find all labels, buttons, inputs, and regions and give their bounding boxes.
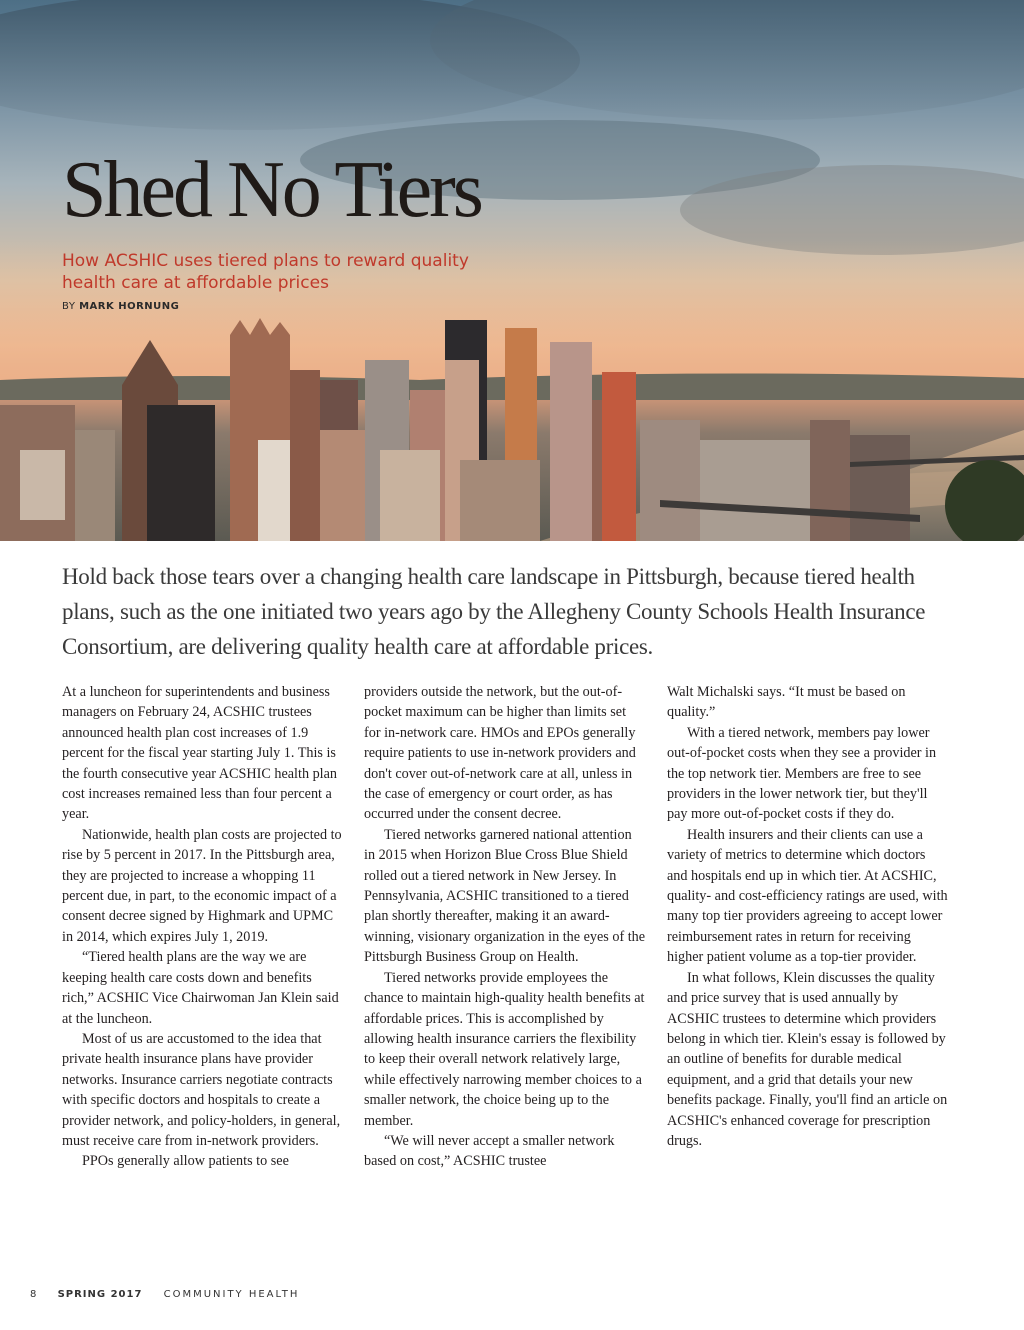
paragraph: “We will never accept a smaller network based on cost,” ACSHIC trustee: [364, 1132, 615, 1170]
paragraph: Tiered networks provide employees the chance to maintain high-quality health benefits at affordable prices. This is accomplished by allowing health insurance carriers the flexibility to keep their overall network relatively large, while effectively narrowing member choices to a smaller network, the choice being up to the member.: [364, 969, 645, 1129]
paragraph: In what follows, Klein discusses the quality and price survey that is used annually by ACSHIC trustees to determine which providers belong in which tier. Klein's essay is followed by an outline of benefits for durable medical equipment, and a grid that details your new benefits package. Finally, you'll find an article on ACSHIC's enhanced coverage for prescription drugs.: [667, 969, 948, 1149]
article-title: Shed No Tiers: [62, 146, 481, 234]
body-column-3: [667, 682, 949, 1151]
hero-photo: [0, 0, 1024, 541]
author-name: MARK HORNUNG: [79, 301, 180, 312]
byline: [62, 301, 179, 312]
page-number: 8: [30, 1289, 37, 1300]
body-column-1: [62, 682, 344, 1172]
paragraph: At a luncheon for superintendents and business managers on February 24, ACSHIC trustees announced health plan cost increases of 1.9 percent for the fiscal year starting July 1. This is the fourth consecutive year ACSHIC health plan cost increases remained less than four percent a year.: [62, 684, 338, 823]
page-footer: [30, 1289, 299, 1300]
issue-label: SPRING 2017: [57, 1289, 143, 1300]
paragraph: Health insurers and their clients can use a variety of metrics to determine which doctors and hospitals end up in which tier. At ACSHIC, quality- and cost-efficiency ratings are used, with many top tier providers agreeing to accept lower reimbursement rates in return for receiving higher patient volume as a top-tier provider.: [667, 826, 948, 966]
paragraph: With a tiered network, members pay lower out-of-pocket costs when they see a provider in the top network tier. Members are free to see providers in the lower network tier, but they'll pay more out-of-pocket costs if they do.: [667, 724, 937, 823]
paragraph: Nationwide, health plan costs are projected to rise by 5 percent in 2017. In the Pittsburgh area, they are projected to increase a whopping 11 percent due, in part, to the economic impact of a consent decree signed by Highmark and UPMC in 2014, which expires July 1, 2019.: [62, 826, 342, 945]
article-intro: Hold back those tears over a changing health care landscape in Pittsburgh, because tiered health plans, such as the one initiated two years ago by the Allegheny County Schools Health Insurance Consortium, are delivering quality health care at affordable prices.: [62, 564, 926, 659]
paragraph: providers outside the network, but the out-of-pocket maximum can be higher than limits set for in-network care. HMOs and EPOs generally require patients to use in-network providers and don't cover out-of-network care at all, unless in the case of emergency or court order, as has occurred under the consent decree.: [364, 684, 636, 823]
article-subtitle: How ACSHIC uses tiered plans to reward quality health care at affordable prices: [62, 251, 469, 293]
paragraph: PPOs generally allow patients to see: [82, 1153, 289, 1170]
publication-name: COMMUNITY HEALTH: [163, 1289, 300, 1300]
paragraph: Tiered networks garnered national attention in 2015 when Horizon Blue Cross Blue Shield rolled out a tiered network in New Jersey. In Pennsylvania, ACSHIC transitioned to a tiered plan shortly thereafter, making it an award-winning, visionary organization in the eyes of the Pittsburgh Business Group on Health.: [364, 826, 646, 966]
paragraph: “Tiered health plans are the way we are keeping health care costs down and benefits rich,” ACSHIC Vice Chairwoman Jan Klein said at the luncheon.: [62, 949, 339, 1027]
paragraph: Most of us are accustomed to the idea that private health insurance plans have provider networks. Insurance carriers negotiate contracts with specific doctors and hospitals to create a provider network, and policy-holders, in general, must receive care from in-network providers.: [62, 1030, 341, 1149]
byline-prefix: BY: [62, 301, 76, 312]
body-column-2: [364, 682, 646, 1172]
paragraph: Walt Michalski says. “It must be based on quality.”: [667, 684, 906, 721]
